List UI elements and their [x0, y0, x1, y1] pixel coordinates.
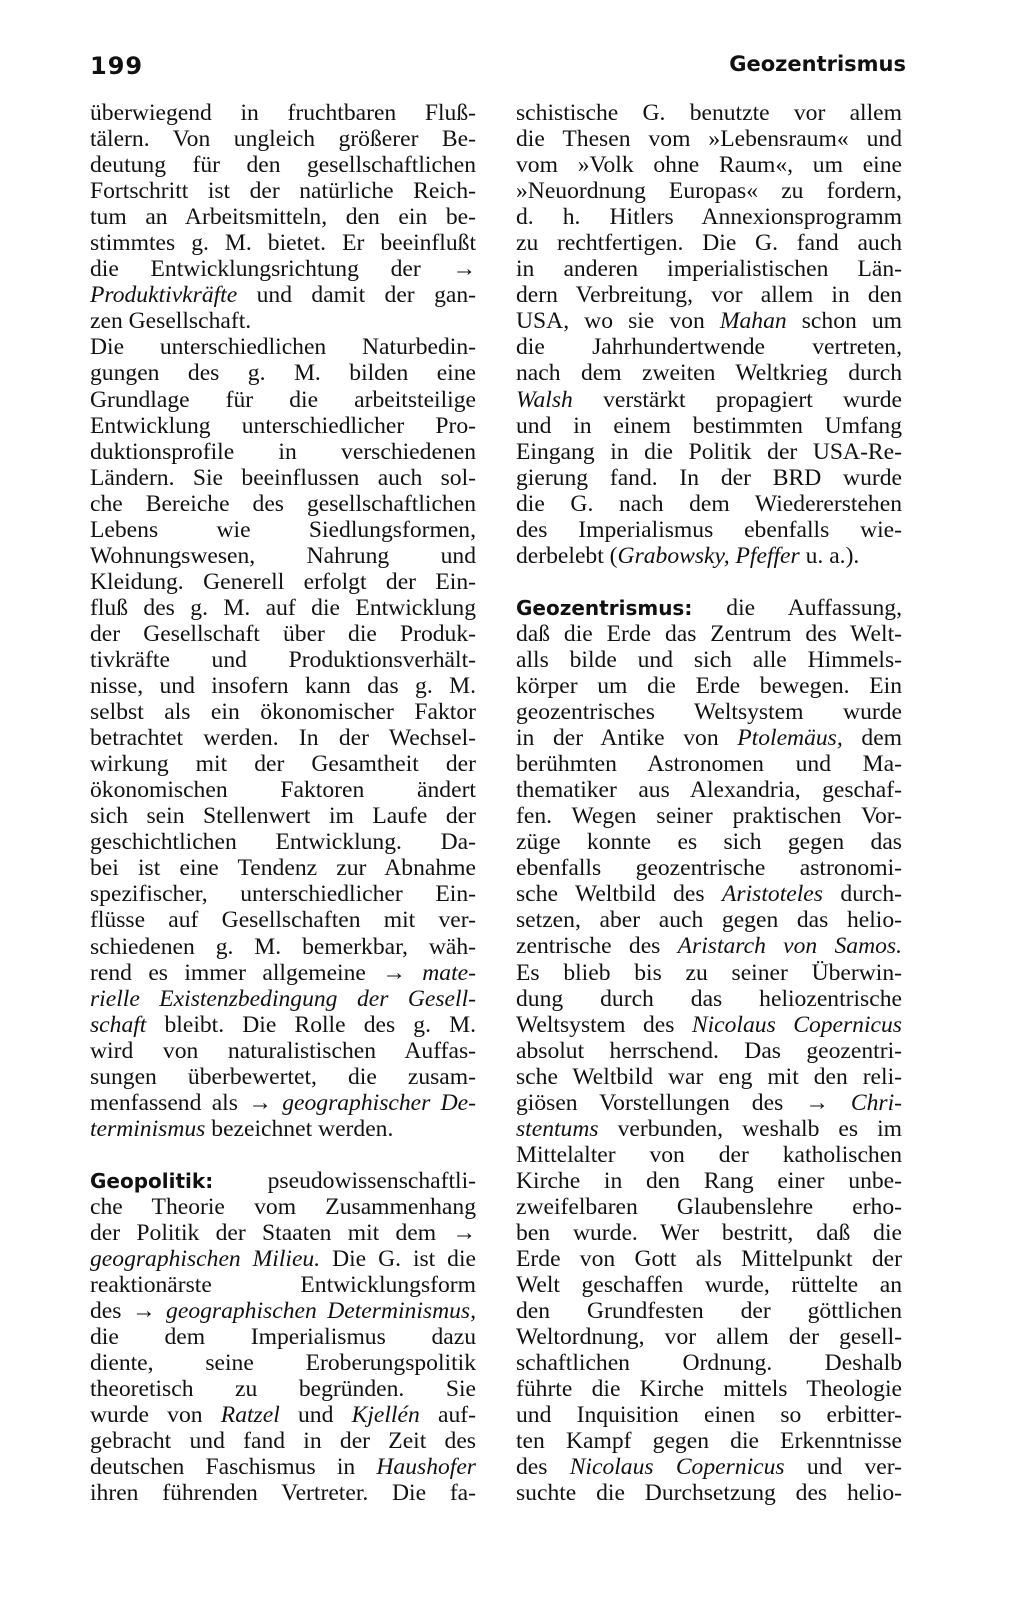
text-line: Weltordnung, vor allem der gesell-	[516, 1324, 902, 1351]
text-line: ihren führenden Vertreter. Die fa-	[90, 1480, 476, 1507]
text-line: zentrische des Aristarch von Samos.	[516, 933, 902, 960]
text-line: rend es immer allgemeine → mate-	[90, 959, 476, 986]
text-line: che Theorie vom Zusammenhang	[90, 1193, 476, 1220]
text-line: sungen überbewertet, die zusam-	[90, 1063, 476, 1090]
text-line: zu rechtfertigen. Die G. fand auch	[516, 230, 902, 257]
text-line: Kirche in den Rang einer unbe-	[516, 1167, 902, 1194]
text-line: schaftlichen Ordnung. Deshalb	[516, 1350, 902, 1377]
person-name: Nicolaus Copernicus	[569, 1454, 785, 1481]
cross-reference: geographischen Determinismus,	[166, 1298, 476, 1325]
text-line: wurde von Ratzel und Kjellén auf-	[90, 1402, 476, 1429]
entry-headline: Geozentrismus: die Auffassung,	[516, 594, 902, 621]
text-line: spezifischer, unterschiedlicher Ein-	[90, 881, 476, 908]
text-line: bei ist eine Tendenz zur Abnahme	[90, 855, 476, 882]
text-line: die G. nach dem Wiedererstehen	[516, 490, 902, 517]
text-line: Weltsystem des Nicolaus Copernicus	[516, 1011, 902, 1038]
text-line: in anderen imperialistischen Län-	[516, 256, 902, 283]
text-line: Es blieb bis zu seiner Überwin-	[516, 959, 902, 986]
text-line: tälern. Von ungleich größerer Be-	[90, 126, 476, 153]
text-line: Lebens wie Siedlungsformen,	[90, 516, 476, 543]
text-line: »Neuordnung Europas« zu fordern,	[516, 178, 902, 205]
text-line: geschichtlichen Entwicklung. Da-	[90, 829, 476, 856]
entry-term: Geozentrismus:	[516, 595, 693, 620]
entry-spacer	[516, 569, 902, 595]
text-line: dern Verbreitung, vor allem in den	[516, 282, 902, 309]
text-line: die dem Imperialismus dazu	[90, 1324, 476, 1351]
text-line: Walsh verstärkt propagiert wurde	[516, 386, 902, 413]
text-line: die Jahrhundertwende vertreten,	[516, 334, 902, 361]
entry-headline: Geopolitik: pseudowissenschaftli-	[90, 1167, 476, 1194]
text-line: schaft bleibt. Die Rolle des g. M.	[90, 1011, 476, 1038]
text-line: des Nicolaus Copernicus und ver-	[516, 1454, 902, 1481]
text-line: deutschen Faschismus in Haushofer	[90, 1454, 476, 1481]
text-line: sche Weltbild des Aristoteles durch-	[516, 881, 902, 908]
person-name: Nicolaus Copernicus	[691, 1011, 902, 1038]
text-line: USA, wo sie von Mahan schon um	[516, 308, 902, 335]
text-line: Erde von Gott als Mittelpunkt der	[516, 1246, 902, 1273]
text-line: Produktivkräfte und damit der gan-	[90, 282, 476, 309]
text-line: Eingang in die Politik der USA-Re-	[516, 438, 902, 465]
text-line: der Gesellschaft über die Produk-	[90, 620, 476, 647]
text-line: wird von naturalistischen Auffas-	[90, 1037, 476, 1064]
text-line: betrachtet werden. In der Wechsel-	[90, 725, 476, 752]
text-line: deutung für den gesellschaftlichen	[90, 152, 476, 179]
text-line: Wohnungswesen, Nahrung und	[90, 542, 476, 569]
text-line: schistische G. benutzte vor allem	[516, 100, 902, 126]
text-line: vom »Volk ohne Raum«, um eine	[516, 152, 902, 179]
text-line: ten Kampf gegen die Erkenntnisse	[516, 1428, 902, 1455]
text-line: der Politik der Staaten mit dem →	[90, 1219, 476, 1246]
text-line: des → geographischen Determinismus,	[90, 1298, 476, 1325]
entry-spacer	[90, 1142, 476, 1168]
text-line: körper um die Erde bewegen. Ein	[516, 672, 902, 699]
cross-reference: stentums	[516, 1115, 599, 1142]
text-line: alls bilde und sich alle Himmels-	[516, 646, 902, 673]
text-line: die Thesen vom »Lebensraum« und	[516, 126, 902, 153]
text-line: Fortschritt ist der natürliche Reich-	[90, 178, 476, 205]
text-line: Grundlage für die arbeitsteilige	[90, 386, 476, 413]
text-line: berühmten Astronomen und Ma-	[516, 751, 902, 778]
text-line	[90, 986, 476, 1012]
text-line: ben wurde. Wer bestritt, daß die	[516, 1219, 902, 1246]
cross-reference: rielle Existenzbedingung der Gesell-	[90, 985, 476, 1012]
text-line: zen Gesellschaft.	[90, 308, 252, 335]
text-line: gierung fand. In der BRD wurde	[516, 464, 902, 491]
text-line: überwiegend in fruchtbaren Fluß-	[90, 100, 476, 126]
text-line: zweifelbaren Glaubenslehre erho-	[516, 1193, 902, 1220]
left-column	[90, 100, 476, 1506]
cross-reference: terminismus	[90, 1115, 206, 1142]
text-line: daß die Erde das Zentrum des Welt-	[516, 620, 902, 647]
cross-reference: geographischer De-	[282, 1089, 476, 1116]
text-line: menfassend als → geographischer De-	[90, 1089, 476, 1116]
text-line: tum an Arbeitsmitteln, den ein be-	[90, 204, 476, 231]
text-line: suchte die Durchsetzung des helio-	[516, 1480, 902, 1507]
cross-reference: Chri-	[850, 1089, 902, 1116]
person-name: Ptolemäus,	[737, 725, 843, 752]
text-line: gebracht und fand in der Zeit des	[90, 1428, 476, 1455]
text-line: selbst als ein ökonomischer Faktor	[90, 699, 476, 726]
text-line: die Entwicklungsrichtung der →	[90, 256, 476, 283]
running-head: Geozentrismus	[729, 52, 906, 76]
text-line: Welt geschaffen wurde, rüttelte an	[516, 1272, 902, 1299]
text-line: Entwicklung unterschiedlicher Pro-	[90, 412, 476, 439]
cross-reference: Produktivkräfte	[90, 282, 238, 309]
text-line: reaktionärste Entwicklungsform	[90, 1272, 476, 1299]
text-line: und in einem bestimmten Umfang	[516, 412, 902, 439]
person-name: Walsh	[516, 386, 573, 413]
text-line: stimmtes g. M. bietet. Er beeinflußt	[90, 230, 476, 257]
person-name: Aristoteles	[722, 881, 823, 908]
cross-reference: geographischen Milieu.	[90, 1246, 321, 1273]
text-line: nisse, und insofern kann das g. M.	[90, 673, 476, 700]
text-line: d. h. Hitlers Annexionsprogramm	[516, 204, 902, 231]
text-line: sich sein Stellenwert im Laufe der	[90, 803, 476, 830]
text-line: absolut herrschend. Das geozentri-	[516, 1037, 902, 1064]
entry-term: Geopolitik:	[90, 1168, 214, 1193]
text-line: des Imperialismus ebenfalls wie-	[516, 516, 902, 543]
text-line: Mittelalter von der katholischen	[516, 1141, 902, 1168]
text-line: Kleidung. Generell erfolgt der Ein-	[90, 568, 476, 595]
page-number: 199	[90, 52, 144, 80]
text-line: giösen Vorstellungen des → Chri-	[516, 1089, 902, 1116]
text-line: duktionsprofile in verschiedenen	[90, 438, 476, 465]
right-column	[516, 100, 902, 1506]
text-line: theoretisch zu begründen. Sie	[90, 1376, 476, 1403]
text-line: ökonomischen Faktoren ändert	[90, 777, 476, 804]
text-line: diente, seine Eroberungspolitik	[90, 1350, 476, 1377]
text-line: fen. Wegen seiner praktischen Vor-	[516, 803, 902, 830]
text-line: thematiker aus Alexandria, geschaf-	[516, 777, 902, 804]
text-line: sche Weltbild war eng mit den reli-	[516, 1063, 902, 1090]
text-line: Ländern. Sie beeinflussen auch sol-	[90, 464, 476, 491]
cross-reference: mate-	[422, 959, 476, 986]
text-line: stentums verbunden, weshalb es im	[516, 1115, 902, 1142]
text-line: ebenfalls geozentrische astronomi-	[516, 855, 902, 882]
text-line: che Bereiche des gesellschaftlichen	[90, 490, 476, 517]
cross-reference: schaft	[90, 1011, 147, 1038]
text-line: geographischen Milieu. Die G. ist die	[90, 1246, 476, 1273]
text-line: schiedenen g. M. bemerkbar, wäh-	[90, 933, 476, 960]
text-line: Die unterschiedlichen Naturbedin-	[90, 334, 476, 361]
person-name: Kjellén	[351, 1402, 420, 1429]
text-line: setzen, aber auch gegen das helio-	[516, 907, 902, 934]
text-line: führte die Kirche mittels Theologie	[516, 1376, 902, 1403]
text-line: flüsse auf Gesellschaften mit ver-	[90, 907, 476, 934]
text-line: tivkräfte und Produktionsverhält-	[90, 646, 476, 673]
person-name: Haushofer	[376, 1454, 476, 1481]
text-line: wirkung mit der Gesamtheit der	[90, 751, 476, 778]
person-name: Grabowsky, Pfeffer	[617, 542, 800, 569]
text-line: in der Antike von Ptolemäus, dem	[516, 725, 902, 752]
text-line: nach dem zweiten Weltkrieg durch	[516, 360, 902, 387]
person-name: Mahan	[719, 308, 787, 335]
text-line: terminismus bezeichnet werden.	[90, 1115, 394, 1142]
text-line: und Inquisition einen so erbitter-	[516, 1402, 902, 1429]
person-name: Aristarch von Samos.	[677, 933, 902, 960]
text-line: gungen des g. M. bilden eine	[90, 360, 476, 387]
text-line: züge konnte es sich gegen das	[516, 829, 902, 856]
text-line: dung durch das heliozentrische	[516, 985, 902, 1012]
person-name: Ratzel	[220, 1402, 280, 1429]
text-line: geozentrisches Weltsystem wurde	[516, 699, 902, 726]
text-line: fluß des g. M. auf die Entwicklung	[90, 594, 476, 621]
text-line: den Grundfesten der göttlichen	[516, 1298, 902, 1325]
text-line: derbelebt (Grabowsky, Pfeffer u. a.).	[516, 542, 860, 569]
